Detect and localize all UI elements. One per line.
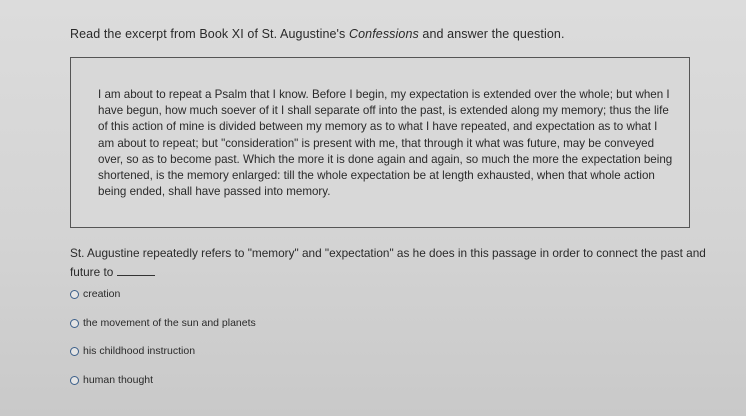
book-title: Confessions [348, 27, 419, 41]
question-stem [70, 244, 710, 282]
option-label: the movement of the sun and planets [83, 317, 256, 329]
option-label: human thought [83, 374, 154, 386]
answer-blank [117, 265, 155, 276]
radio-button[interactable] [70, 319, 79, 328]
prompt-text-start: Read the excerpt from Book XI of St. Augustine's [70, 27, 349, 41]
option-childhood-instruction[interactable] [70, 345, 195, 357]
question-prompt [70, 27, 565, 41]
radio-button[interactable] [70, 376, 79, 385]
option-sun-planets[interactable] [70, 317, 256, 329]
option-label: his childhood instruction [83, 345, 196, 357]
option-creation[interactable] [70, 288, 120, 300]
radio-button[interactable] [70, 290, 79, 299]
option-label: creation [83, 288, 121, 300]
radio-button[interactable] [70, 347, 79, 356]
excerpt-box [70, 57, 690, 228]
prompt-text-end: and answer the question. [418, 27, 565, 41]
option-human-thought[interactable] [70, 374, 153, 386]
question-text: St. Augustine repeatedly refers to "memory" and "expectation" as he does in this passage in order to connect the past and future to [70, 246, 706, 279]
excerpt-text: I am about to repeat a Psalm that I know. Before I begin, my expectation is extended over the whole; but when I have begun, how much soever of it I shall separate off into the past, is extended along my memory; thus the life of this action of mine is divided between my memory as to what I have repeated, and expectation as to what I am about to repeat; but "consideration" is present with me, that through it what was future, may be conveyed over, so as to become past. Which the more it is done again and again, so much the more the expectation being shortened, is the memory enlarged: till the whole expectation be at length exhausted, when that whole action being ended, shall have passed into memory. [98, 88, 673, 199]
